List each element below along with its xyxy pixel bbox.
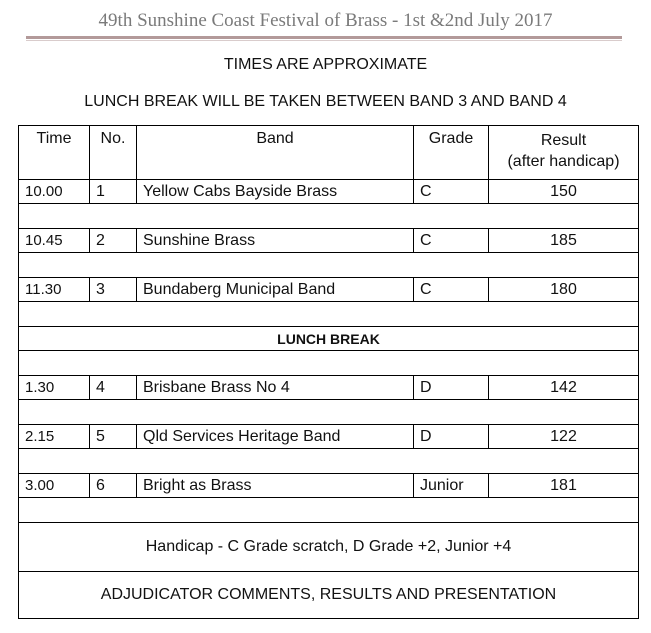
page-header-title: 49th Sunshine Coast Festival of Brass - 1st &2nd July 2017 bbox=[98, 10, 553, 31]
cell-result: 142 bbox=[489, 376, 639, 400]
cell-time: 10.45 bbox=[19, 229, 90, 253]
cell-result: 150 bbox=[489, 180, 639, 204]
cell-grade: Junior bbox=[414, 474, 489, 498]
table-row bbox=[19, 229, 639, 253]
cell-time: 1.30 bbox=[19, 376, 90, 400]
cell-no: 3 bbox=[90, 278, 137, 302]
column-header-time: Time bbox=[19, 126, 90, 180]
column-header-result-sublabel: (after handicap) bbox=[507, 153, 620, 170]
schedule-table bbox=[18, 125, 639, 619]
spacer-row bbox=[19, 449, 639, 474]
table-header-row bbox=[19, 126, 639, 180]
cell-grade: C bbox=[414, 229, 489, 253]
cell-band: Bright as Brass bbox=[137, 474, 414, 498]
cell-result: 185 bbox=[489, 229, 639, 253]
closing-note: ADJUDICATOR COMMENTS, RESULTS AND PRESENTATION bbox=[19, 572, 639, 619]
spacer-row bbox=[19, 302, 639, 327]
handicap-note: Handicap - C Grade scratch, D Grade +2, Junior +4 bbox=[19, 523, 639, 572]
header-divider-thin bbox=[26, 40, 622, 41]
column-header-band: Band bbox=[137, 126, 414, 180]
cell-result: 180 bbox=[489, 278, 639, 302]
cell-no: 4 bbox=[90, 376, 137, 400]
cell-band: Sunshine Brass bbox=[137, 229, 414, 253]
cell-no: 2 bbox=[90, 229, 137, 253]
table-row bbox=[19, 474, 639, 498]
header-divider bbox=[26, 36, 622, 39]
cell-band: Bundaberg Municipal Band bbox=[137, 278, 414, 302]
times-approximate-notice: TIMES ARE APPROXIMATE bbox=[223, 56, 428, 73]
lunch-break-notice: LUNCH BREAK WILL BE TAKEN BETWEEN BAND 3 AND BAND 4 bbox=[84, 93, 567, 110]
cell-no: 6 bbox=[90, 474, 137, 498]
closing-row bbox=[19, 572, 639, 619]
spacer-row bbox=[19, 204, 639, 229]
spacer-row bbox=[19, 351, 639, 376]
cell-band: Qld Services Heritage Band bbox=[137, 425, 414, 449]
table-row bbox=[19, 376, 639, 400]
column-header-result bbox=[489, 126, 639, 180]
cell-result: 122 bbox=[489, 425, 639, 449]
cell-grade: D bbox=[414, 425, 489, 449]
cell-time: 11.30 bbox=[19, 278, 90, 302]
table-row bbox=[19, 180, 639, 204]
cell-band: Yellow Cabs Bayside Brass bbox=[137, 180, 414, 204]
handicap-row bbox=[19, 523, 639, 572]
table-row bbox=[19, 278, 639, 302]
cell-result: 181 bbox=[489, 474, 639, 498]
spacer-row bbox=[19, 498, 639, 523]
spacer-row bbox=[19, 253, 639, 278]
spacer-row bbox=[19, 400, 639, 425]
cell-band: Brisbane Brass No 4 bbox=[137, 376, 414, 400]
column-header-no: No. bbox=[90, 126, 137, 180]
cell-grade: C bbox=[414, 278, 489, 302]
column-header-result-label: Result bbox=[540, 132, 587, 149]
table-row bbox=[19, 425, 639, 449]
cell-no: 1 bbox=[90, 180, 137, 204]
cell-grade: C bbox=[414, 180, 489, 204]
cell-time: 3.00 bbox=[19, 474, 90, 498]
cell-no: 5 bbox=[90, 425, 137, 449]
column-header-grade: Grade bbox=[414, 126, 489, 180]
lunch-break-row bbox=[19, 327, 639, 351]
cell-grade: D bbox=[414, 376, 489, 400]
lunch-break-label: LUNCH BREAK bbox=[19, 327, 639, 351]
cell-time: 2.15 bbox=[19, 425, 90, 449]
cell-time: 10.00 bbox=[19, 180, 90, 204]
